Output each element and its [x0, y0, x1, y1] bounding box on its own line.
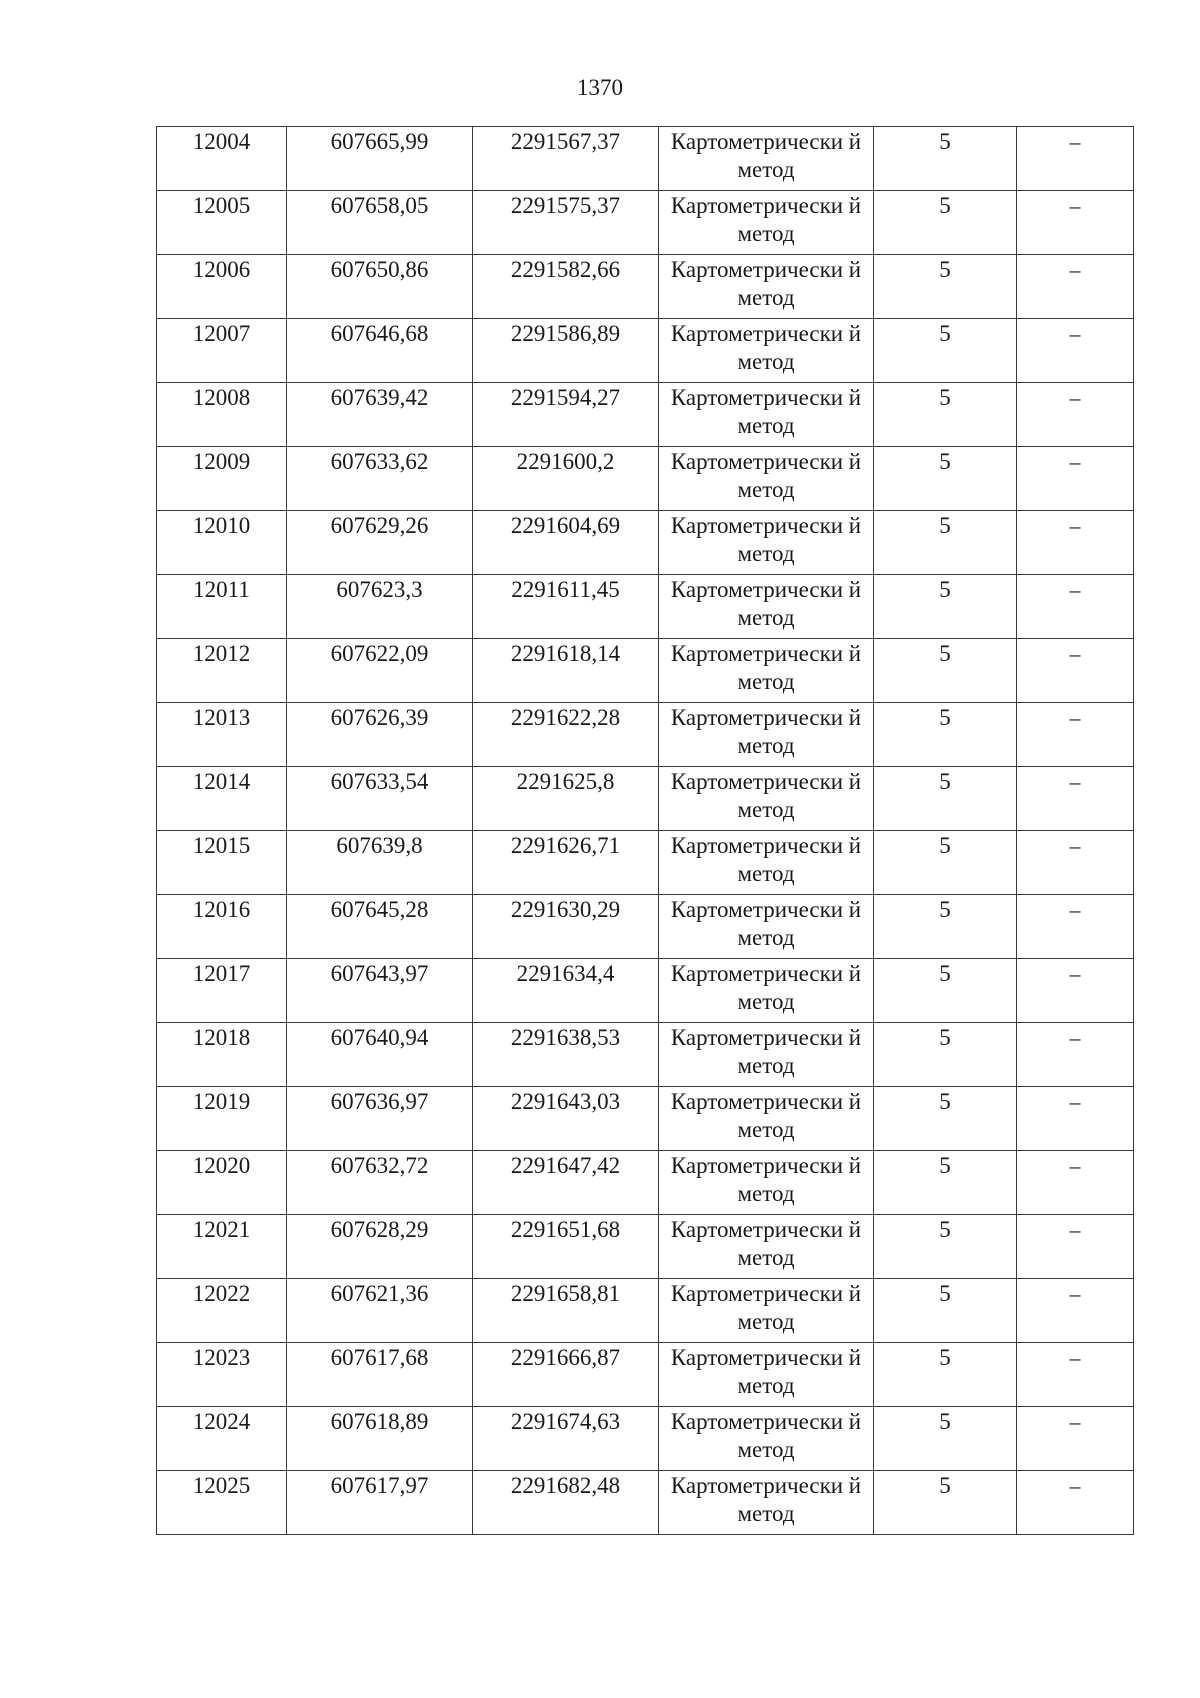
- method-cell: [659, 319, 874, 383]
- accuracy-cell-text: 5: [939, 1473, 951, 1498]
- x-coordinate-cell: [287, 1471, 473, 1535]
- method-cell: [659, 1023, 874, 1087]
- point-number-cell-text: 12025: [192, 1473, 251, 1498]
- table-row: [157, 703, 1134, 767]
- point-number-cell: [157, 1343, 287, 1407]
- page-number: 1370: [577, 75, 623, 100]
- x-coordinate-cell: [287, 1343, 473, 1407]
- y-coordinate-cell: [473, 1215, 659, 1279]
- y-coordinate-cell-text: 2291630,29: [510, 897, 621, 922]
- accuracy-cell: [874, 1151, 1017, 1215]
- accuracy-cell: [874, 1087, 1017, 1151]
- point-number-cell-text: 12023: [192, 1345, 251, 1370]
- point-number-cell-text: 12015: [192, 833, 251, 858]
- point-number-cell: [157, 319, 287, 383]
- y-coordinate-cell: [473, 895, 659, 959]
- point-number-cell-text: 12014: [192, 769, 251, 794]
- x-coordinate-cell: [287, 1023, 473, 1087]
- point-number-cell-text: 12012: [192, 641, 251, 666]
- accuracy-cell-text: 5: [939, 1281, 951, 1306]
- table-row: [157, 895, 1134, 959]
- accuracy-cell: [874, 1407, 1017, 1471]
- table-row: [157, 959, 1134, 1023]
- note-cell-text: –: [1069, 1473, 1081, 1498]
- y-coordinate-cell-text: 2291658,81: [510, 1281, 621, 1306]
- note-cell: [1017, 639, 1134, 703]
- method-cell-text: Картометрически й метод: [670, 129, 862, 182]
- method-cell: [659, 895, 874, 959]
- note-cell-text: –: [1069, 257, 1081, 282]
- accuracy-cell: [874, 1343, 1017, 1407]
- x-coordinate-cell-text: 607628,29: [330, 1217, 429, 1242]
- accuracy-cell-text: 5: [939, 641, 951, 666]
- table-row: [157, 1087, 1134, 1151]
- method-cell-text: Картометрически й метод: [670, 1281, 862, 1334]
- accuracy-cell-text: 5: [939, 449, 951, 474]
- note-cell: [1017, 511, 1134, 575]
- method-cell-text: Картометрически й метод: [670, 449, 862, 502]
- method-cell-text: Картометрически й метод: [670, 769, 862, 822]
- y-coordinate-cell: [473, 511, 659, 575]
- note-cell: [1017, 1151, 1134, 1215]
- accuracy-cell: [874, 575, 1017, 639]
- point-number-cell: [157, 1215, 287, 1279]
- point-number-cell-text: 12009: [192, 449, 251, 474]
- coordinates-table-body: [157, 127, 1134, 1535]
- x-coordinate-cell: [287, 511, 473, 575]
- point-number-cell-text: 12004: [192, 129, 251, 154]
- point-number-cell: [157, 191, 287, 255]
- point-number-cell: [157, 831, 287, 895]
- x-coordinate-cell-text: 607646,68: [330, 321, 429, 346]
- x-coordinate-cell-text: 607629,26: [330, 513, 429, 538]
- y-coordinate-cell-text: 2291604,69: [510, 513, 621, 538]
- accuracy-cell-text: 5: [939, 513, 951, 538]
- table-row: [157, 639, 1134, 703]
- table-row: [157, 383, 1134, 447]
- x-coordinate-cell-text: 607639,8: [336, 833, 423, 858]
- x-coordinate-cell: [287, 831, 473, 895]
- point-number-cell-text: 12006: [192, 257, 251, 282]
- x-coordinate-cell-text: 607636,97: [330, 1089, 429, 1114]
- note-cell-text: –: [1069, 577, 1081, 602]
- note-cell: [1017, 1023, 1134, 1087]
- x-coordinate-cell-text: 607643,97: [330, 961, 429, 986]
- method-cell: [659, 447, 874, 511]
- table-row: [157, 1023, 1134, 1087]
- y-coordinate-cell-text: 2291643,03: [510, 1089, 621, 1114]
- point-number-cell-text: 12018: [192, 1025, 251, 1050]
- point-number-cell-text: 12022: [192, 1281, 251, 1306]
- y-coordinate-cell-text: 2291582,66: [510, 257, 621, 282]
- point-number-cell: [157, 895, 287, 959]
- y-coordinate-cell: [473, 1087, 659, 1151]
- method-cell: [659, 831, 874, 895]
- y-coordinate-cell: [473, 639, 659, 703]
- y-coordinate-cell: [473, 127, 659, 191]
- accuracy-cell-text: 5: [939, 833, 951, 858]
- x-coordinate-cell: [287, 319, 473, 383]
- y-coordinate-cell: [473, 703, 659, 767]
- accuracy-cell: [874, 1471, 1017, 1535]
- method-cell-text: Картометрически й метод: [670, 961, 862, 1014]
- note-cell-text: –: [1069, 321, 1081, 346]
- note-cell: [1017, 1471, 1134, 1535]
- note-cell: [1017, 191, 1134, 255]
- table-row: [157, 511, 1134, 575]
- point-number-cell: [157, 1407, 287, 1471]
- y-coordinate-cell: [473, 831, 659, 895]
- point-number-cell: [157, 639, 287, 703]
- note-cell-text: –: [1069, 449, 1081, 474]
- note-cell: [1017, 575, 1134, 639]
- note-cell-text: –: [1069, 961, 1081, 986]
- point-number-cell-text: 12005: [192, 193, 251, 218]
- x-coordinate-cell: [287, 383, 473, 447]
- method-cell-text: Картометрически й метод: [670, 385, 862, 438]
- y-coordinate-cell-text: 2291634,4: [516, 961, 615, 986]
- x-coordinate-cell-text: 607640,94: [330, 1025, 429, 1050]
- note-cell: [1017, 1343, 1134, 1407]
- coordinates-table: [156, 126, 1134, 1535]
- method-cell-text: Картометрически й метод: [670, 1153, 862, 1206]
- accuracy-cell: [874, 447, 1017, 511]
- method-cell: [659, 255, 874, 319]
- x-coordinate-cell: [287, 1215, 473, 1279]
- note-cell-text: –: [1069, 1089, 1081, 1114]
- accuracy-cell: [874, 703, 1017, 767]
- table-row: [157, 575, 1134, 639]
- table-row: [157, 319, 1134, 383]
- accuracy-cell-text: 5: [939, 1217, 951, 1242]
- table-row: [157, 1279, 1134, 1343]
- x-coordinate-cell-text: 607665,99: [330, 129, 429, 154]
- accuracy-cell-text: 5: [939, 1409, 951, 1434]
- note-cell: [1017, 1087, 1134, 1151]
- x-coordinate-cell: [287, 1407, 473, 1471]
- point-number-cell-text: 12008: [192, 385, 251, 410]
- x-coordinate-cell-text: 607617,68: [330, 1345, 429, 1370]
- y-coordinate-cell-text: 2291682,48: [510, 1473, 621, 1498]
- point-number-cell: [157, 511, 287, 575]
- y-coordinate-cell: [473, 767, 659, 831]
- accuracy-cell-text: 5: [939, 385, 951, 410]
- x-coordinate-cell-text: 607623,3: [336, 577, 423, 602]
- y-coordinate-cell: [473, 191, 659, 255]
- y-coordinate-cell: [473, 1471, 659, 1535]
- note-cell-text: –: [1069, 1345, 1081, 1370]
- x-coordinate-cell: [287, 1087, 473, 1151]
- y-coordinate-cell: [473, 447, 659, 511]
- table-row: [157, 1151, 1134, 1215]
- method-cell: [659, 639, 874, 703]
- table-row: [157, 1471, 1134, 1535]
- table-row: [157, 767, 1134, 831]
- y-coordinate-cell-text: 2291618,14: [510, 641, 621, 666]
- method-cell: [659, 575, 874, 639]
- note-cell: [1017, 831, 1134, 895]
- y-coordinate-cell-text: 2291567,37: [510, 129, 621, 154]
- y-coordinate-cell-text: 2291638,53: [510, 1025, 621, 1050]
- point-number-cell: [157, 1471, 287, 1535]
- accuracy-cell-text: 5: [939, 321, 951, 346]
- table-row: [157, 447, 1134, 511]
- method-cell-text: Картометрически й метод: [670, 321, 862, 374]
- x-coordinate-cell-text: 607639,42: [330, 385, 429, 410]
- note-cell-text: –: [1069, 513, 1081, 538]
- method-cell: [659, 1279, 874, 1343]
- x-coordinate-cell-text: 607658,05: [330, 193, 429, 218]
- point-number-cell-text: 12011: [193, 577, 250, 602]
- x-coordinate-cell: [287, 191, 473, 255]
- x-coordinate-cell-text: 607618,89: [330, 1409, 429, 1434]
- point-number-cell: [157, 767, 287, 831]
- method-cell-text: Картометрически й метод: [670, 1025, 862, 1078]
- y-coordinate-cell: [473, 1407, 659, 1471]
- point-number-cell-text: 12010: [192, 513, 251, 538]
- accuracy-cell: [874, 831, 1017, 895]
- accuracy-cell: [874, 383, 1017, 447]
- y-coordinate-cell: [473, 255, 659, 319]
- method-cell-text: Картометрически й метод: [670, 513, 862, 566]
- accuracy-cell: [874, 1215, 1017, 1279]
- x-coordinate-cell: [287, 1279, 473, 1343]
- accuracy-cell-text: 5: [939, 961, 951, 986]
- accuracy-cell: [874, 255, 1017, 319]
- method-cell: [659, 703, 874, 767]
- accuracy-cell: [874, 191, 1017, 255]
- y-coordinate-cell-text: 2291651,68: [510, 1217, 621, 1242]
- accuracy-cell: [874, 895, 1017, 959]
- accuracy-cell-text: 5: [939, 1153, 951, 1178]
- method-cell: [659, 1343, 874, 1407]
- accuracy-cell: [874, 767, 1017, 831]
- accuracy-cell-text: 5: [939, 577, 951, 602]
- note-cell-text: –: [1069, 641, 1081, 666]
- accuracy-cell-text: 5: [939, 1089, 951, 1114]
- point-number-cell-text: 12020: [192, 1153, 251, 1178]
- accuracy-cell: [874, 1023, 1017, 1087]
- note-cell: [1017, 895, 1134, 959]
- point-number-cell: [157, 383, 287, 447]
- y-coordinate-cell: [473, 1023, 659, 1087]
- note-cell-text: –: [1069, 1025, 1081, 1050]
- accuracy-cell-text: 5: [939, 897, 951, 922]
- point-number-cell: [157, 959, 287, 1023]
- accuracy-cell: [874, 127, 1017, 191]
- method-cell-text: Картометрически й метод: [670, 1089, 862, 1142]
- y-coordinate-cell-text: 2291625,8: [516, 769, 615, 794]
- accuracy-cell-text: 5: [939, 129, 951, 154]
- x-coordinate-cell-text: 607633,62: [330, 449, 429, 474]
- y-coordinate-cell: [473, 575, 659, 639]
- accuracy-cell-text: 5: [939, 257, 951, 282]
- method-cell-text: Картометрически й метод: [670, 1217, 862, 1270]
- method-cell: [659, 1087, 874, 1151]
- method-cell: [659, 511, 874, 575]
- x-coordinate-cell: [287, 895, 473, 959]
- note-cell: [1017, 1407, 1134, 1471]
- table-row: [157, 127, 1134, 191]
- note-cell: [1017, 255, 1134, 319]
- method-cell: [659, 191, 874, 255]
- note-cell-text: –: [1069, 1153, 1081, 1178]
- x-coordinate-cell: [287, 255, 473, 319]
- y-coordinate-cell: [473, 1151, 659, 1215]
- method-cell-text: Картометрически й метод: [670, 833, 862, 886]
- table-row: [157, 191, 1134, 255]
- y-coordinate-cell-text: 2291626,71: [510, 833, 621, 858]
- note-cell: [1017, 383, 1134, 447]
- y-coordinate-cell-text: 2291575,37: [510, 193, 621, 218]
- method-cell-text: Картометрически й метод: [670, 193, 862, 246]
- point-number-cell: [157, 1023, 287, 1087]
- accuracy-cell-text: 5: [939, 1345, 951, 1370]
- note-cell: [1017, 447, 1134, 511]
- note-cell: [1017, 319, 1134, 383]
- x-coordinate-cell-text: 607650,86: [330, 257, 429, 282]
- method-cell: [659, 1215, 874, 1279]
- x-coordinate-cell: [287, 959, 473, 1023]
- y-coordinate-cell-text: 2291674,63: [510, 1409, 621, 1434]
- table-row: [157, 1343, 1134, 1407]
- x-coordinate-cell-text: 607621,36: [330, 1281, 429, 1306]
- point-number-cell: [157, 447, 287, 511]
- accuracy-cell: [874, 639, 1017, 703]
- method-cell-text: Картометрически й метод: [670, 897, 862, 950]
- table-row: [157, 1215, 1134, 1279]
- method-cell: [659, 767, 874, 831]
- y-coordinate-cell-text: 2291622,28: [510, 705, 621, 730]
- note-cell-text: –: [1069, 1281, 1081, 1306]
- method-cell: [659, 1471, 874, 1535]
- note-cell: [1017, 959, 1134, 1023]
- accuracy-cell-text: 5: [939, 705, 951, 730]
- method-cell-text: Картометрически й метод: [670, 1345, 862, 1398]
- y-coordinate-cell-text: 2291647,42: [510, 1153, 621, 1178]
- note-cell: [1017, 1279, 1134, 1343]
- method-cell-text: Картометрически й метод: [670, 641, 862, 694]
- method-cell: [659, 959, 874, 1023]
- accuracy-cell-text: 5: [939, 193, 951, 218]
- method-cell-text: Картометрически й метод: [670, 257, 862, 310]
- y-coordinate-cell-text: 2291600,2: [516, 449, 615, 474]
- note-cell-text: –: [1069, 129, 1081, 154]
- y-coordinate-cell-text: 2291586,89: [510, 321, 621, 346]
- y-coordinate-cell-text: 2291666,87: [510, 1345, 621, 1370]
- x-coordinate-cell-text: 607633,54: [330, 769, 429, 794]
- note-cell-text: –: [1069, 1217, 1081, 1242]
- table-row: [157, 1407, 1134, 1471]
- method-cell-text: Картометрически й метод: [670, 705, 862, 758]
- y-coordinate-cell: [473, 959, 659, 1023]
- x-coordinate-cell: [287, 447, 473, 511]
- y-coordinate-cell: [473, 1343, 659, 1407]
- method-cell-text: Картометрически й метод: [670, 577, 862, 630]
- x-coordinate-cell-text: 607622,09: [330, 641, 429, 666]
- point-number-cell: [157, 1151, 287, 1215]
- point-number-cell: [157, 127, 287, 191]
- y-coordinate-cell-text: 2291611,45: [511, 577, 620, 602]
- x-coordinate-cell: [287, 767, 473, 831]
- x-coordinate-cell-text: 607632,72: [330, 1153, 429, 1178]
- y-coordinate-cell: [473, 319, 659, 383]
- point-number-cell-text: 12017: [192, 961, 251, 986]
- point-number-cell: [157, 703, 287, 767]
- table-row: [157, 831, 1134, 895]
- note-cell: [1017, 703, 1134, 767]
- point-number-cell-text: 12019: [192, 1089, 251, 1114]
- point-number-cell: [157, 575, 287, 639]
- note-cell-text: –: [1069, 1409, 1081, 1434]
- method-cell-text: Картометрически й метод: [670, 1409, 862, 1462]
- method-cell: [659, 1407, 874, 1471]
- accuracy-cell: [874, 319, 1017, 383]
- y-coordinate-cell: [473, 1279, 659, 1343]
- x-coordinate-cell: [287, 639, 473, 703]
- point-number-cell-text: 12007: [192, 321, 251, 346]
- y-coordinate-cell-text: 2291594,27: [510, 385, 621, 410]
- accuracy-cell: [874, 1279, 1017, 1343]
- method-cell: [659, 1151, 874, 1215]
- note-cell-text: –: [1069, 385, 1081, 410]
- point-number-cell-text: 12013: [192, 705, 251, 730]
- accuracy-cell-text: 5: [939, 769, 951, 794]
- note-cell-text: –: [1069, 769, 1081, 794]
- note-cell-text: –: [1069, 833, 1081, 858]
- x-coordinate-cell-text: 607645,28: [330, 897, 429, 922]
- y-coordinate-cell: [473, 383, 659, 447]
- note-cell-text: –: [1069, 897, 1081, 922]
- table-row: [157, 255, 1134, 319]
- point-number-cell-text: 12021: [192, 1217, 251, 1242]
- note-cell-text: –: [1069, 705, 1081, 730]
- point-number-cell-text: 12016: [192, 897, 251, 922]
- accuracy-cell: [874, 511, 1017, 575]
- method-cell-text: Картометрически й метод: [670, 1473, 862, 1526]
- x-coordinate-cell-text: 607626,39: [330, 705, 429, 730]
- note-cell: [1017, 1215, 1134, 1279]
- accuracy-cell: [874, 959, 1017, 1023]
- accuracy-cell-text: 5: [939, 1025, 951, 1050]
- x-coordinate-cell: [287, 1151, 473, 1215]
- method-cell: [659, 383, 874, 447]
- point-number-cell: [157, 1279, 287, 1343]
- method-cell: [659, 127, 874, 191]
- point-number-cell: [157, 1087, 287, 1151]
- x-coordinate-cell: [287, 127, 473, 191]
- x-coordinate-cell: [287, 703, 473, 767]
- point-number-cell: [157, 255, 287, 319]
- x-coordinate-cell: [287, 575, 473, 639]
- x-coordinate-cell-text: 607617,97: [330, 1473, 429, 1498]
- note-cell: [1017, 767, 1134, 831]
- note-cell-text: –: [1069, 193, 1081, 218]
- note-cell: [1017, 127, 1134, 191]
- point-number-cell-text: 12024: [192, 1409, 251, 1434]
